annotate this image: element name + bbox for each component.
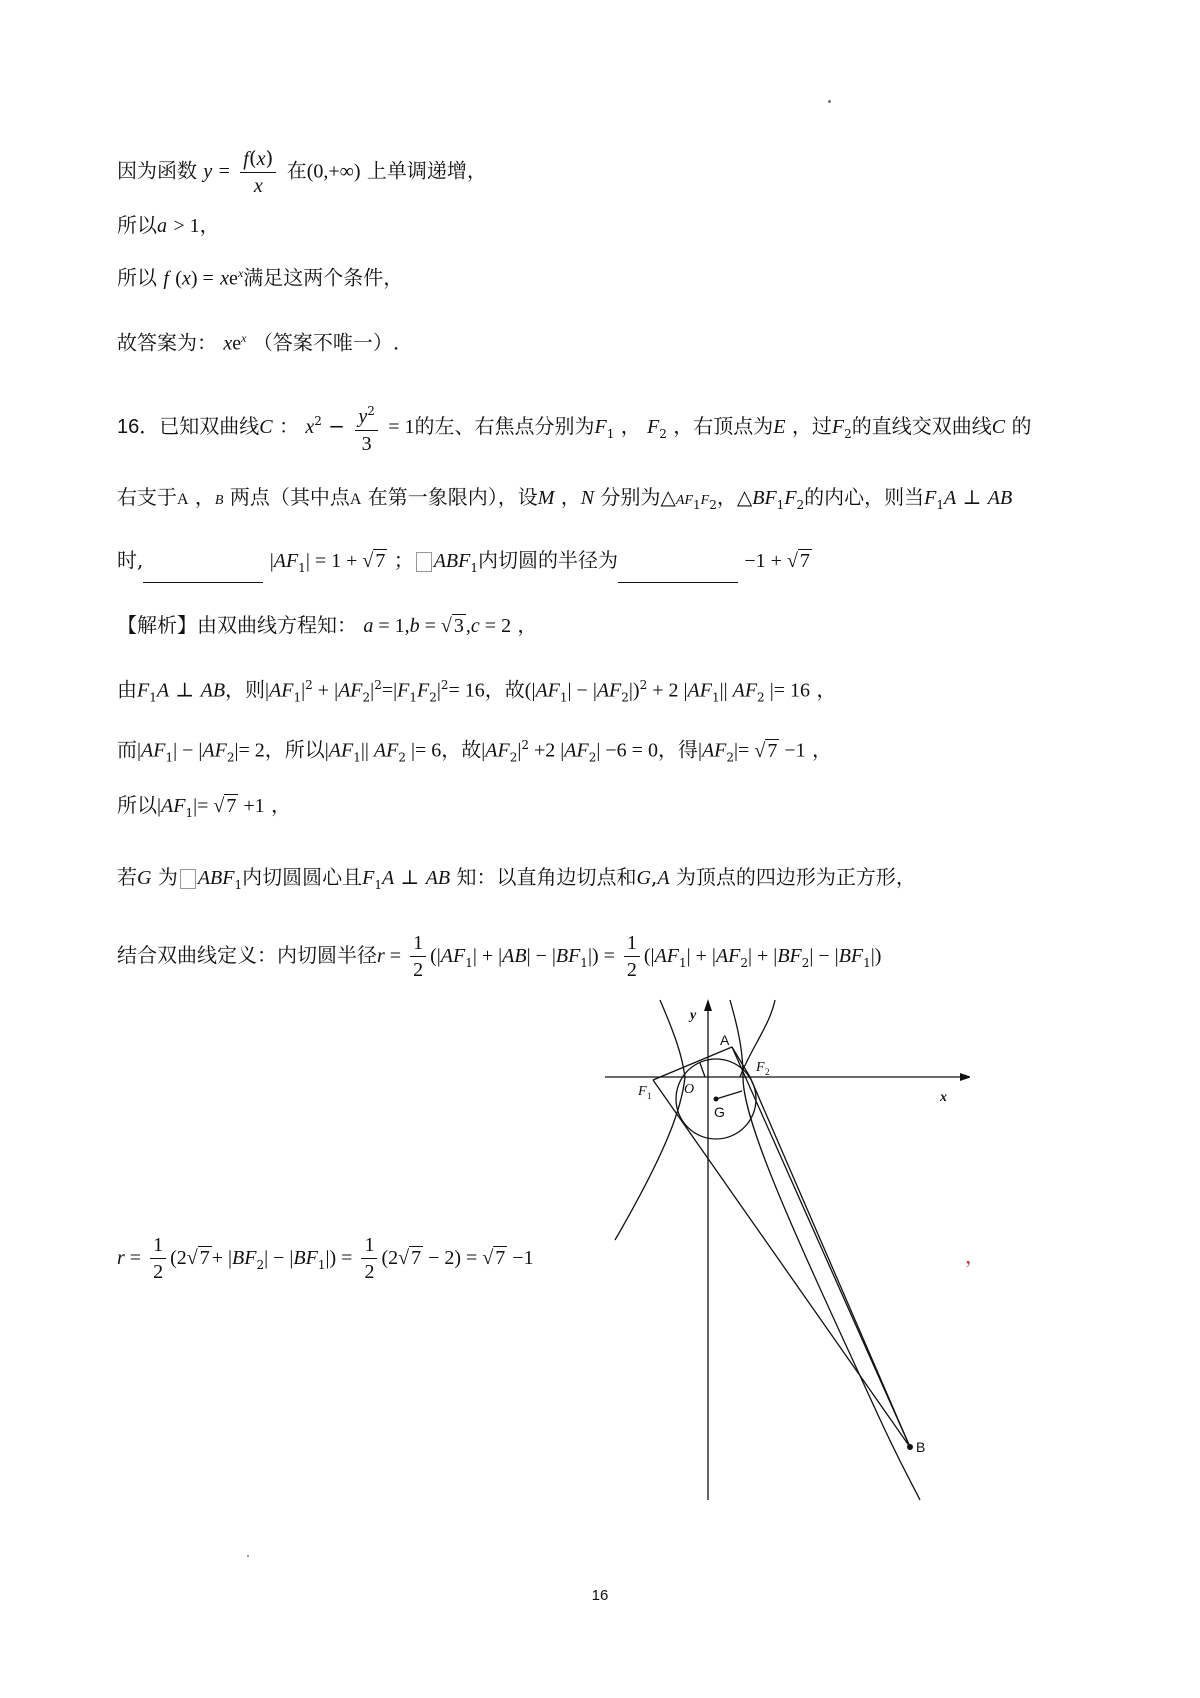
label-F2: F [756, 1060, 765, 1075]
text: ， [199, 213, 220, 237]
question-number: 16． [117, 415, 160, 438]
missing-glyph [416, 552, 432, 572]
text: 结合双曲线定义：内切圆半径 [117, 943, 377, 967]
label-B: B [916, 1439, 926, 1455]
label-A: A [720, 1032, 730, 1048]
label-F1: F [638, 1084, 647, 1099]
text: 知：以直角边切点和 [456, 865, 637, 889]
text: 故答案为： [117, 330, 217, 355]
text: 过 [811, 413, 832, 438]
text: 两点（其中点 [229, 485, 350, 509]
page-number: 16 [591, 1587, 609, 1604]
text: ，所以 [264, 737, 325, 762]
text: 所以 [117, 213, 157, 237]
text: 的 [1011, 413, 1032, 438]
line-F1-B [653, 1080, 910, 1447]
line-F1-A [653, 1047, 732, 1080]
answer-blank-1 [143, 562, 263, 583]
text: 因为函数 [117, 158, 197, 183]
text: 所以 [117, 265, 157, 290]
text: 而 [117, 737, 137, 762]
radius-line [716, 1091, 742, 1099]
line-function-increasing: 因为函数 y = $\frac{f(x)}{x}$ 在(0,+∞) 上单调递增， [117, 146, 487, 197]
text: 内切圆的半径为 [478, 548, 619, 572]
hyperbola-left-branch [615, 1000, 685, 1240]
solution-line7: r = $\frac{1}{2}$ (2√ $7 + |BF_2| - |BF_1|$) = $\frac{1}{2}$ (2√ 7 − 2) = √ 7 −1 [117, 1234, 534, 1283]
q16-line1: 16．已知双曲线C ： $x^2$ − $\frac{y^2}{3}$ = 1的左、右焦点分别为$F_1$ ， $F_2$ ，右顶点为E ，过$F_2$的直线交双曲线C 的 [117, 398, 1031, 457]
text: 为顶点的四边形为正方形， [675, 865, 916, 889]
label-F1-sub: 1 [647, 1091, 652, 1101]
text: 为 [157, 865, 178, 889]
hyperbola-figure [600, 995, 970, 1505]
point-G [714, 1097, 719, 1102]
missing-glyph [180, 869, 196, 889]
text: ，得 [657, 737, 698, 762]
text: 分别为 [600, 485, 661, 509]
solution-line3: 而$|AF_1| - |AF_2|= 2$，所以$|AF_1||$ $AF_2$ |= 6，故$|AF_2|^2 +2$ $|AF_2| -6 = 0$，得$|AF_2|=$ √ 7 −1 ， [117, 737, 832, 765]
tangent-segment [700, 1063, 705, 1077]
speck-dot [828, 100, 831, 103]
text: 满足这两个条件， [243, 265, 404, 290]
solution-line1: 【解析】由双曲线方程知： a = 1,b = √ 3 ,c = 2 ， [117, 613, 538, 637]
text: 的左、右焦点分别为 [414, 413, 595, 438]
solution-line4: 所以$|AF_1|=$ √ 7 +1 ， [117, 793, 292, 820]
text: 由 [117, 677, 137, 702]
text: ，故 [484, 677, 525, 702]
text: 右顶点为 [693, 413, 774, 438]
text: 在 [286, 158, 307, 183]
text: 在第一象限内），设 [367, 485, 538, 509]
text: 由双曲线方程知： [197, 613, 357, 637]
line-answer: 故答案为： $xe^x$ （答案不唯一）. [117, 330, 400, 355]
y-axis-arrow [704, 999, 712, 1011]
text: 上单调递增， [366, 158, 487, 183]
line-F2-B [750, 1077, 910, 1447]
text: （答案不唯一）. [252, 330, 400, 355]
q16-line3: 时, $|AF_1| = 1$ + √ 7 ； $ABF_1$内切圆的半径为 −1 + √ 7 [117, 545, 812, 583]
text: 若 [117, 865, 137, 889]
red-comma: ， [965, 1244, 985, 1268]
solution-line6: 结合双曲线定义：内切圆半径r = $\frac{1}{2}$ $(|AF_1| + |AB| - |BF_1|)$ = $\frac{1}{2}$ $(|AF_1| + |AF_2| + |BF_2| - |BF_1|)$ [117, 932, 882, 981]
speck-dot [247, 1555, 249, 1557]
solution-line2: 由$F_1A$ ⊥ AB，则$|AF_1|^2 + |AF_2|^2=|F_1F_2|^2= 16$，故$(|AF_1| - |AF_2|)^2 + 2$ $|AF_1||$ $AF_2$ |= 16 ， [117, 677, 837, 705]
q16-line2: 右支于A ，B 两点（其中点A 在第一象限内），设M ，N 分别为$\triangle AF_1F_2$，$\triangle BF_1F_2$的内心，则当$F_1A$ ⊥ AB [117, 485, 1013, 512]
text: 时, [117, 548, 144, 572]
text: 所以 [117, 793, 157, 817]
text: ，则 [225, 677, 266, 702]
answer-blank-2 [618, 562, 738, 583]
line-a-gt-1: 所以a > 1， [117, 213, 220, 237]
text: 已知双曲线 [159, 413, 260, 438]
solution-line5: 若G 为 $ABF_1$内切圆圆心且$F_1A$ ⊥ AB 知：以直角边切点和G,A 为顶点的四边形为正方形， [117, 865, 916, 892]
text: 的直线交双曲线 [851, 413, 992, 438]
text: 内切圆圆心且 [242, 865, 363, 889]
x-axis-label: x [940, 1090, 947, 1105]
point-B [907, 1444, 913, 1450]
x-axis-arrow [960, 1073, 970, 1081]
solution-heading: 【解析】 [117, 613, 197, 637]
line-A-B [732, 1047, 910, 1447]
label-O: O [684, 1082, 695, 1097]
line-fx-satisfies: 所以 f $(x) = xe^x$满足这两个条件， [117, 265, 404, 290]
label-F2-sub: 2 [765, 1067, 770, 1077]
label-G: G [714, 1104, 725, 1120]
y-axis-label: y [690, 1008, 697, 1023]
text: 的内心，则当 [804, 485, 925, 509]
text: 右支于 [117, 485, 177, 509]
text: ，故 [441, 737, 482, 762]
